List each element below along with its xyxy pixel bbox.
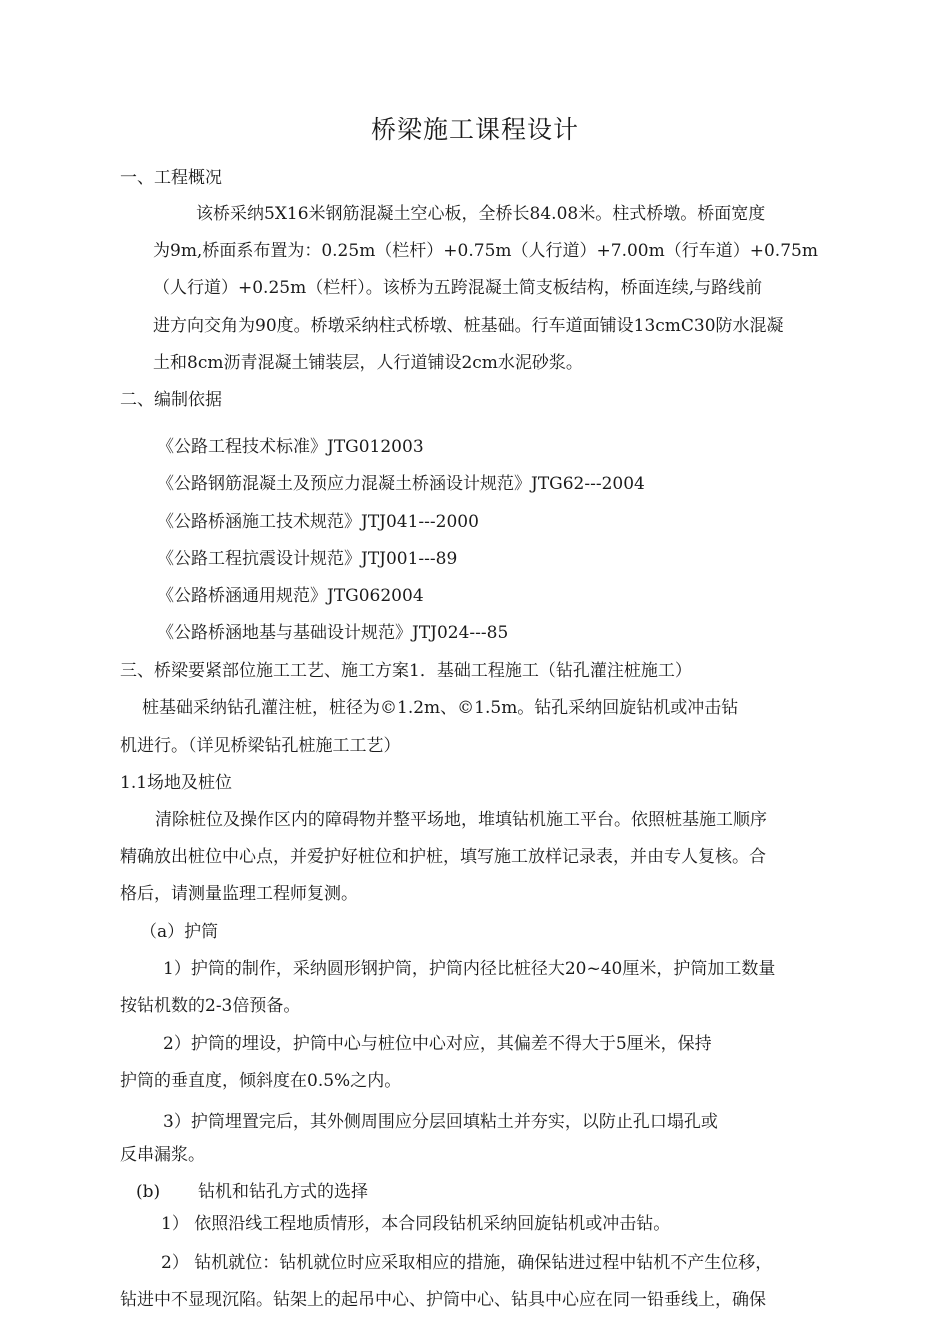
paragraph-line: 3）护筒埋置完后，其外侧周围应分层回填粘土并夯实，以防止孔口塌孔或: [163, 1112, 718, 1132]
paragraph-line: 2）护筒的埋设，护筒中心与桩位中心对应，其偏差不得大于5厘米，保持: [163, 1034, 712, 1054]
paragraph-line: 清除桩位及操作区内的障碍物并整平场地，堆填钻机施工平台。依照桩基施工顺序: [155, 810, 767, 830]
paragraph-line: 护筒的垂直度，倾斜度在0.5%之内。: [120, 1071, 402, 1091]
paragraph-line: 土和8cm沥青混凝土铺装层，人行道铺设2cm水泥砂浆。: [153, 353, 583, 373]
paragraph-line: 1） 依照沿线工程地质情形，本合同段钻机采纳回旋钻机或冲击钻。: [161, 1214, 671, 1234]
reference-item: 《公路桥涵地基与基础设计规范》JTJ024---85: [157, 623, 509, 643]
paragraph-line: 该桥采纳5X16米钢筋混凝土空心板，全桥长84.08米。柱式桥墩。桥面宽度: [196, 204, 766, 224]
reference-item: 《公路桥涵通用规范》JTG062004: [157, 586, 424, 606]
paragraph-line: 按钻机数的2-3倍预备。: [120, 996, 301, 1016]
item-heading: 钻机和钻孔方式的选择: [198, 1182, 368, 1202]
paragraph-line: 2） 钻机就位：钻机就位时应采取相应的措施，确保钻进过程中钻机不产生位移，: [161, 1253, 773, 1273]
section3-heading: 三、桥梁要紧部位施工工艺、施工方案1．基础工程施工（钻孔灌注桩施工）: [120, 661, 692, 681]
reference-item: 《公路工程抗震设计规范》JTJ001---89: [157, 549, 458, 569]
page-title: 桥梁施工课程设计: [370, 115, 579, 144]
item-heading: （a）护筒: [140, 922, 219, 942]
paragraph-line: 格后，请测量监理工程师复测。: [120, 884, 358, 904]
paragraph-line: 反串漏浆。: [120, 1145, 205, 1165]
paragraph-line: （人行道）+0.25m（栏杆）。该桥为五跨混凝土简支板结构，桥面连续,与路线前: [153, 278, 763, 298]
paragraph-line: 精确放出桩位中心点，并爱护好桩位和护桩，填写施工放样记录表，并由专人复核。合: [120, 847, 766, 867]
paragraph-line: 机进行。（详见桥梁钻孔桩施工工艺）: [120, 736, 401, 756]
paragraph-line: 钻进中不显现沉陷。钻架上的起吊中心、护筒中心、钻具中心应在同一铅垂线上，确保: [120, 1290, 766, 1310]
section2-heading: 二、编制依据: [120, 390, 222, 410]
reference-item: 《公路桥涵施工技术规范》JTJ041---2000: [157, 512, 479, 532]
paragraph-line: 进方向交角为90度。桥墩采纳柱式桥墩、桩基础。行车道面铺设13cmC30防水混凝: [153, 316, 784, 336]
paragraph-line: 桩基础采纳钻孔灌注桩，桩径为©1.2m、©1.5m。钻孔采纳回旋钻机或冲击钻: [142, 698, 739, 718]
section1-heading: 一、工程概况: [120, 168, 222, 188]
reference-item: 《公路钢筋混凝土及预应力混凝土桥涵设计规范》JTG62---2004: [157, 474, 645, 494]
reference-item: 《公路工程技术标准》JTG012003: [157, 437, 424, 457]
item-label: (b): [136, 1182, 161, 1202]
paragraph-line: 为9m,桥面系布置为：0.25m（栏杆）+0.75m（人行道）+7.00m（行车道）+0.75m: [153, 241, 818, 261]
paragraph-line: 1）护筒的制作，采纳圆形钢护筒，护筒内径比桩径大20~40厘米，护筒加工数量: [163, 959, 776, 979]
subsection-heading: 1.1场地及桩位: [120, 773, 233, 793]
